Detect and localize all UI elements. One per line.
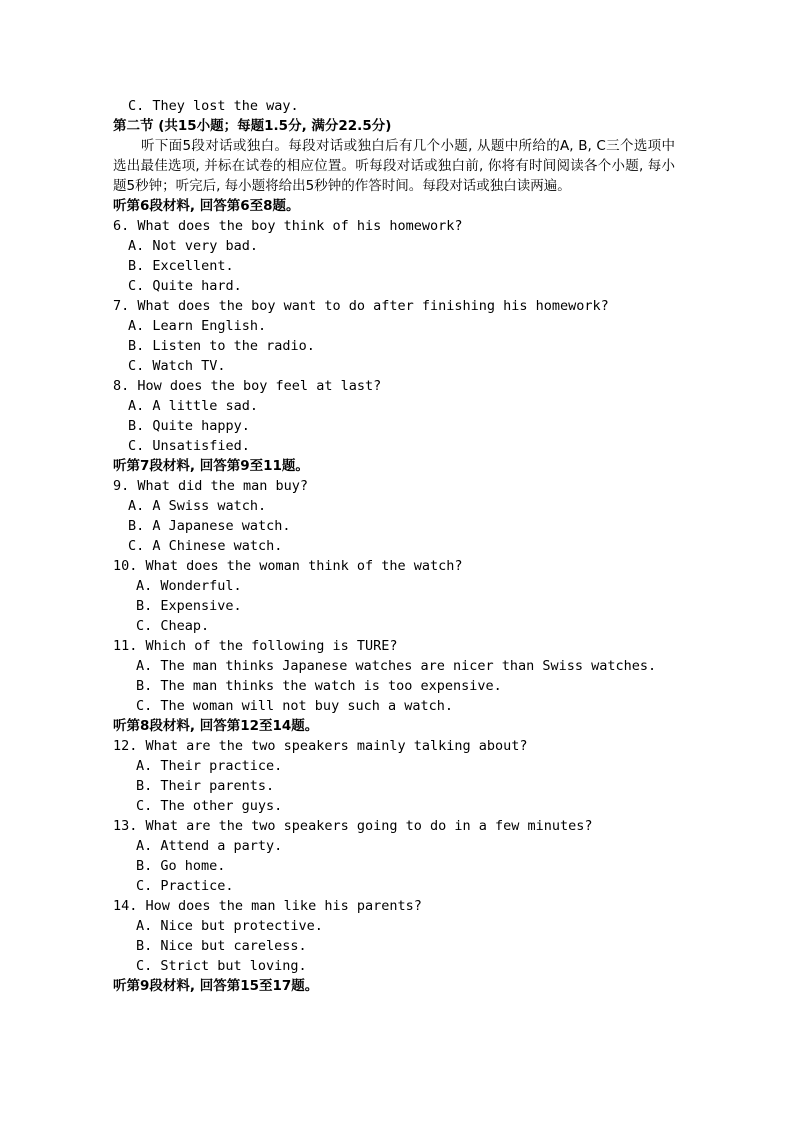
option-a: A. The man thinks Japanese watches are nicer than Swiss watches. (136, 658, 657, 674)
question-stem: 13. What are the two speakers going to do in a few minutes? (113, 818, 593, 834)
section-instructions: 听下面5段对话或独白。每段对话或独白后有几个小题, 从题中所给的A, B, C三个选项中选出最佳选项, 并标在试卷的相应位置。听每段对话或独白前, 你将有时间阅读各个小题, 每小题5秒钟；听完后, 每小题将给出5秒钟的作答时间。每段对话或独白读两遍。 (113, 138, 675, 194)
option-b: B. Their parents. (136, 778, 275, 794)
option-c: C. Strict but loving. (136, 958, 307, 974)
option-c: C. Practice. (136, 878, 234, 894)
option-line: C. They lost the way. (128, 98, 299, 114)
question-stem: 7. What does the boy want to do after finishing his homework? (113, 298, 609, 314)
question-stem: 9. What did the man buy? (113, 478, 309, 494)
option-a: A. Learn English. (128, 318, 267, 334)
group-heading: 听第9段材料, 回答第15至17题。 (113, 978, 319, 994)
option-a: A. Nice but protective. (136, 918, 323, 934)
question-stem: 11. Which of the following is TURE? (113, 638, 398, 654)
question-stem: 8. How does the boy feel at last? (113, 378, 382, 394)
option-c: C. Cheap. (136, 618, 210, 634)
option-b: B. A Japanese watch. (128, 518, 291, 534)
option-c: C. Watch TV. (128, 358, 226, 374)
option-b: B. Quite happy. (128, 418, 250, 434)
section-heading: 第二节 (共15小题；每题1.5分, 满分22.5分) (113, 118, 392, 134)
option-b: B. Go home. (136, 858, 226, 874)
group-heading: 听第6段材料, 回答第6至8题。 (113, 198, 300, 214)
question-stem: 12. What are the two speakers mainly talking about? (113, 738, 528, 754)
option-c: C. Quite hard. (128, 278, 242, 294)
option-a: A. A little sad. (128, 398, 259, 414)
option-a: A. Not very bad. (128, 238, 259, 254)
option-a: A. Their practice. (136, 758, 283, 774)
option-b: B. Excellent. (128, 258, 234, 274)
option-b: B. The man thinks the watch is too expensive. (136, 678, 502, 694)
option-c: C. The woman will not buy such a watch. (136, 698, 453, 714)
question-stem: 6. What does the boy think of his homework? (113, 218, 463, 234)
question-stem: 10. What does the woman think of the watch? (113, 558, 463, 574)
question-stem: 14. How does the man like his parents? (113, 898, 422, 914)
option-c: C. A Chinese watch. (128, 538, 283, 554)
option-c: C. Unsatisfied. (128, 438, 250, 454)
option-b: B. Nice but careless. (136, 938, 307, 954)
option-b: B. Expensive. (136, 598, 242, 614)
group-heading: 听第8段材料, 回答第12至14题。 (113, 718, 319, 734)
option-b: B. Listen to the radio. (128, 338, 315, 354)
option-a: A. Attend a party. (136, 838, 283, 854)
option-a: A. A Swiss watch. (128, 498, 267, 514)
page-content (113, 96, 683, 996)
option-c: C. The other guys. (136, 798, 283, 814)
group-heading: 听第7段材料, 回答第9至11题。 (113, 458, 309, 474)
option-a: A. Wonderful. (136, 578, 242, 594)
